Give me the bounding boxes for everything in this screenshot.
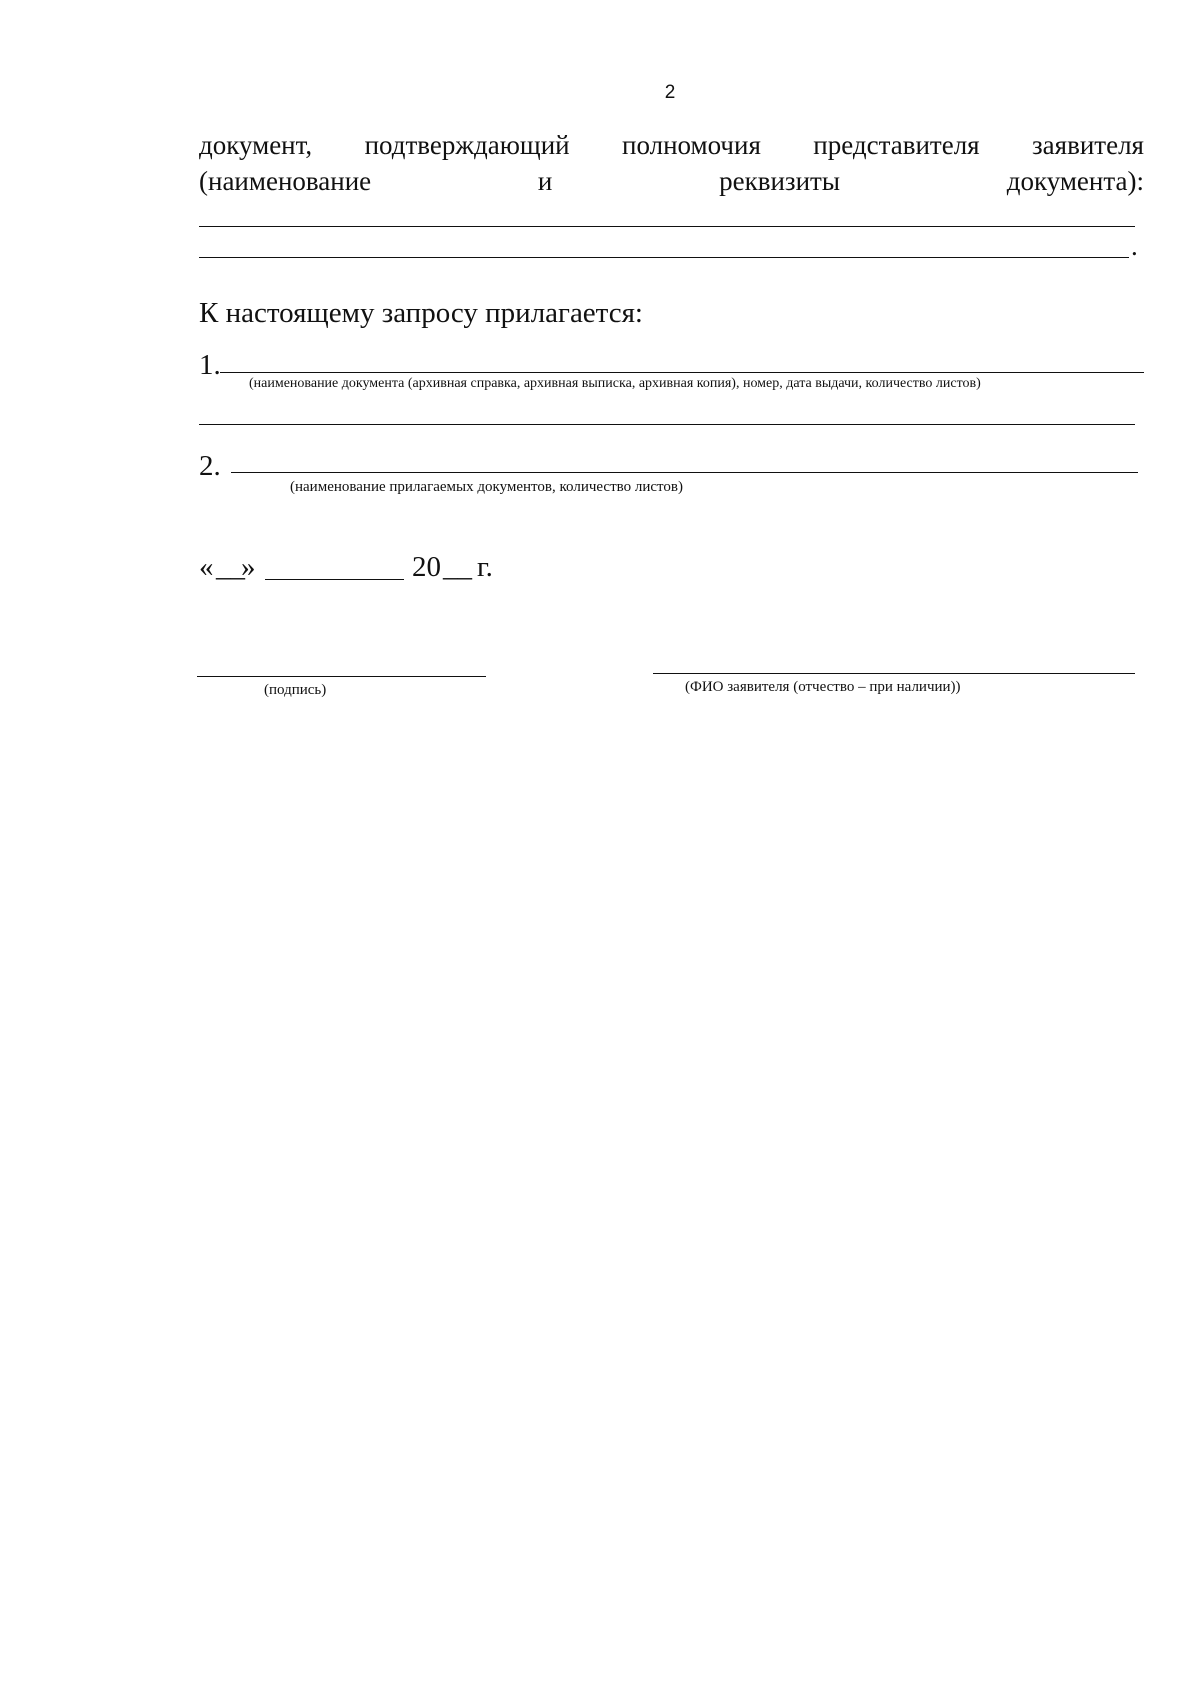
representative-doc-fill-line-1[interactable] bbox=[199, 226, 1135, 227]
word: заявителя bbox=[1032, 130, 1144, 160]
attachment-1-number: 1. bbox=[199, 349, 221, 381]
word: подтверждающий bbox=[364, 130, 570, 160]
word: и bbox=[537, 166, 553, 196]
signature-fill-line[interactable] bbox=[197, 676, 486, 677]
word: реквизиты bbox=[719, 166, 840, 196]
applicant-name-fill-line[interactable] bbox=[653, 673, 1135, 674]
word: (наименование bbox=[199, 166, 372, 196]
word: представителя bbox=[813, 130, 980, 160]
word: полномочия bbox=[622, 130, 761, 160]
representative-doc-line-2 bbox=[199, 165, 1144, 197]
attachment-1-fill-line-2[interactable] bbox=[199, 424, 1135, 425]
representative-doc-end-period: . bbox=[1131, 231, 1138, 261]
attachment-2-number: 2. bbox=[199, 450, 221, 482]
date-day-blank[interactable]: __ bbox=[216, 551, 245, 583]
attachment-1-fill-line[interactable] bbox=[220, 372, 1144, 373]
date-open-quote: « bbox=[199, 551, 214, 583]
date-year-prefix: 20 bbox=[412, 551, 441, 583]
date-year-blank[interactable]: __ bbox=[443, 551, 472, 583]
attachments-heading: К настоящему запросу прилагается: bbox=[199, 297, 643, 329]
date-year-suffix: г. bbox=[477, 551, 493, 583]
attachment-2-caption: (наименование прилагаемых документов, количество листов) bbox=[290, 479, 683, 495]
date-close-quote: » bbox=[241, 551, 256, 583]
page-number: 2 bbox=[664, 82, 676, 103]
word: документа): bbox=[1006, 166, 1144, 196]
word: документ, bbox=[199, 130, 313, 160]
representative-doc-fill-line-2[interactable] bbox=[199, 257, 1129, 258]
signature-caption: (подпись) bbox=[264, 682, 327, 698]
attachment-1-caption: (наименование документа (архивная справка, архивная выписка, архивная копия), номер, дата выдачи, количество листов) bbox=[249, 376, 981, 391]
attachment-2-fill-line[interactable] bbox=[231, 472, 1138, 473]
representative-doc-line-1 bbox=[199, 129, 1144, 161]
applicant-name-caption: (ФИО заявителя (отчество – при наличии)) bbox=[685, 679, 961, 695]
date-month-fill-line[interactable] bbox=[265, 579, 404, 580]
